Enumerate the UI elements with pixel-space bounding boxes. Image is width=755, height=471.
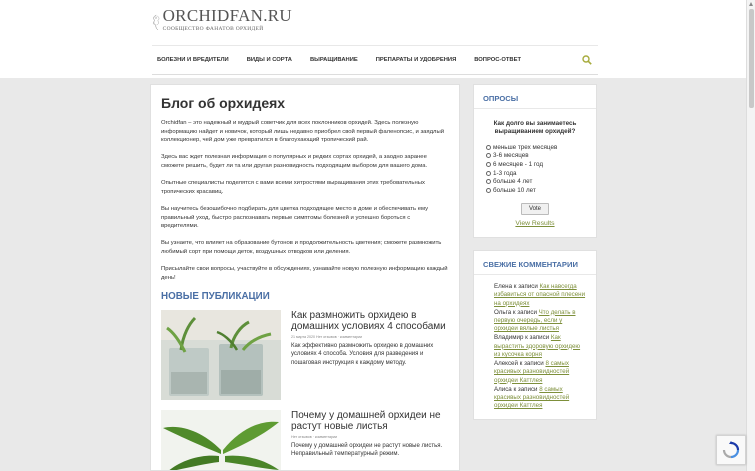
post-item: [161, 310, 449, 400]
recent-comments-widget: [473, 250, 597, 420]
poll-option[interactable]: 6 месяцев - 1 год: [486, 160, 588, 169]
vote-button[interactable]: Vote: [521, 203, 549, 215]
nav-item-species[interactable]: ВИДЫ И СОРТА: [246, 57, 292, 63]
orchid-logo-icon: [152, 2, 161, 42]
radio-button[interactable]: [486, 171, 491, 176]
comment-post-link[interactable]: Что делать в первую очередь, если у орхидеи вялые листья: [494, 308, 576, 333]
radio-button[interactable]: [486, 153, 491, 158]
intro-paragraph: Здесь вас ждет полезная информация о популярных и редких сортах орхидей, а заодно заранее сможете решить, будет ли та или другая разновидность подходящим выбором для вашего дома.: [161, 154, 428, 169]
radio-button[interactable]: [486, 179, 491, 184]
post-meta: 21 марта 2020 Нет отзывов · комментарии: [291, 334, 363, 339]
comment-item: Алексей к записи 8 самых красивых разновидностей орхидеи Каттлея: [494, 360, 570, 384]
scroll-up-arrow-icon[interactable]: [749, 2, 753, 6]
scrollbar-thumb[interactable]: [749, 9, 754, 108]
comment-item: Елена к записи Как навсегда избавиться от опасной плесени на орхидеях: [494, 283, 586, 307]
comment-post-link[interactable]: Как навсегда избавиться от опасной плесени на орхидеях: [494, 283, 586, 307]
site-logo[interactable]: [152, 2, 292, 44]
nav-item-diseases[interactable]: БОЛЕЗНИ И ВРЕДИТЕЛИ: [157, 57, 229, 63]
poll-question: Как долго вы занимаетесь выращиванием орхидей?: [493, 120, 577, 135]
poll-heading: ОПРОСЫ: [474, 85, 596, 109]
post-thumbnail[interactable]: [161, 410, 281, 471]
intro-paragraph: Вы узнаете, что влияет на образование бутонов и продолжительность цветения; сможете размножить любимый сорт при помощи деток, воздушных отводков или деления.: [161, 240, 442, 255]
recaptcha-badge[interactable]: [716, 435, 746, 465]
view-results-link[interactable]: View Results: [515, 219, 555, 227]
post-excerpt: Почему у домашней орхидеи не растут новые листья. Неправильный температурный режим.: [291, 442, 443, 458]
page-title: Блог об орхидеях: [161, 95, 286, 111]
intro-paragraph: Присылайте свои вопросы, участвуйте в обсуждениях, узнавайте новую полезную информацию каждый день!: [161, 266, 448, 281]
post-meta: Нет отзывов · комментарии: [291, 434, 338, 439]
logo-subtitle: СООБЩЕСТВО ФАНАТОВ ОРХИДЕЙ: [162, 26, 264, 32]
new-posts-title: НОВЫЕ ПУБЛИКАЦИИ: [161, 290, 270, 302]
intro-paragraph: Опытные специалисты поделятся с вами всеми хитростями выращивания этих требовательных тропических красавиц.: [161, 180, 425, 195]
poll-option[interactable]: 1-3 года: [486, 169, 588, 178]
comment-item: Владимир к записи Как вырастить здоровую орхидею из кусочка корня: [494, 334, 581, 358]
post-title-link[interactable]: Как размножить орхидею в домашних условиях 4 способами: [291, 309, 446, 332]
poll-option[interactable]: больше 4 лет: [486, 177, 588, 186]
nav-item-growing[interactable]: ВЫРАЩИВАНИЕ: [309, 57, 358, 63]
nav-item-faq[interactable]: ВОПРОС-ОТВЕТ: [474, 57, 522, 63]
search-icon[interactable]: [582, 55, 592, 65]
post-item: [161, 410, 449, 471]
nav-item-fertilizers[interactable]: ПРЕПАРАТЫ И УДОБРЕНИЯ: [375, 57, 457, 63]
post-thumbnail[interactable]: [161, 310, 281, 400]
recaptcha-icon: [722, 441, 740, 459]
comment-post-link[interactable]: Как вырастить здоровую орхидею из кусочка корня: [494, 334, 581, 358]
page-scrollbar[interactable]: [746, 0, 755, 471]
poll-option[interactable]: 3-6 месяцев: [486, 152, 588, 161]
poll-option[interactable]: меньше трех месяцев: [486, 143, 588, 152]
poll-widget: [473, 84, 597, 238]
intro-paragraph: Orchidfan – это надежный и мудрый советчик для всех поклонников орхидей. Здесь полезную информацию найдет и новичок, который лишь недавно приобрел свой первый фаленопсис, и заядлый коллекционер, чей дом уже превратился в благоухающий тропический рай.: [161, 120, 445, 144]
post-excerpt: Как эффективно размножить орхидею в домашних условиях 4 способа. Условия для разведения и пошаговая инструкция к каждому методу.: [291, 342, 434, 366]
comment-item: Ольга к записи Что делать в первую очередь, если у орхидеи вялые листья: [494, 308, 576, 333]
post-title-link[interactable]: Почему у домашней орхидеи не растут новые листья: [291, 409, 441, 432]
site-header: [0, 0, 755, 78]
main-content: [150, 84, 460, 471]
radio-button[interactable]: [486, 162, 491, 167]
orchid-leaves-image: [161, 410, 281, 471]
main-nav: [152, 45, 598, 75]
comment-post-link[interactable]: 8 самых красивых разновидностей орхидеи Каттлея: [494, 360, 570, 384]
poll-option[interactable]: больше 10 лет: [486, 186, 588, 195]
comment-post-link[interactable]: 8 самых красивых разновидностей орхидеи Каттлея: [494, 385, 570, 410]
radio-button[interactable]: [486, 145, 491, 150]
intro-paragraph: Вы научитесь безошибочно подбирать для цветка подходящее место в доме и обеспечивать ему правильный уход, быстро распознавать первые симптомы болезней и успешно бороться с вредителями.: [161, 205, 429, 230]
radio-button[interactable]: [486, 188, 491, 193]
comment-item: Алиса к записи 8 самых красивых разновидностей орхидеи Каттлея: [494, 385, 570, 410]
comments-heading: СВЕЖИЕ КОММЕНТАРИИ: [474, 251, 596, 275]
logo-title: ORCHIDFAN.RU: [162, 6, 292, 25]
orchid-pots-image: [161, 310, 281, 400]
